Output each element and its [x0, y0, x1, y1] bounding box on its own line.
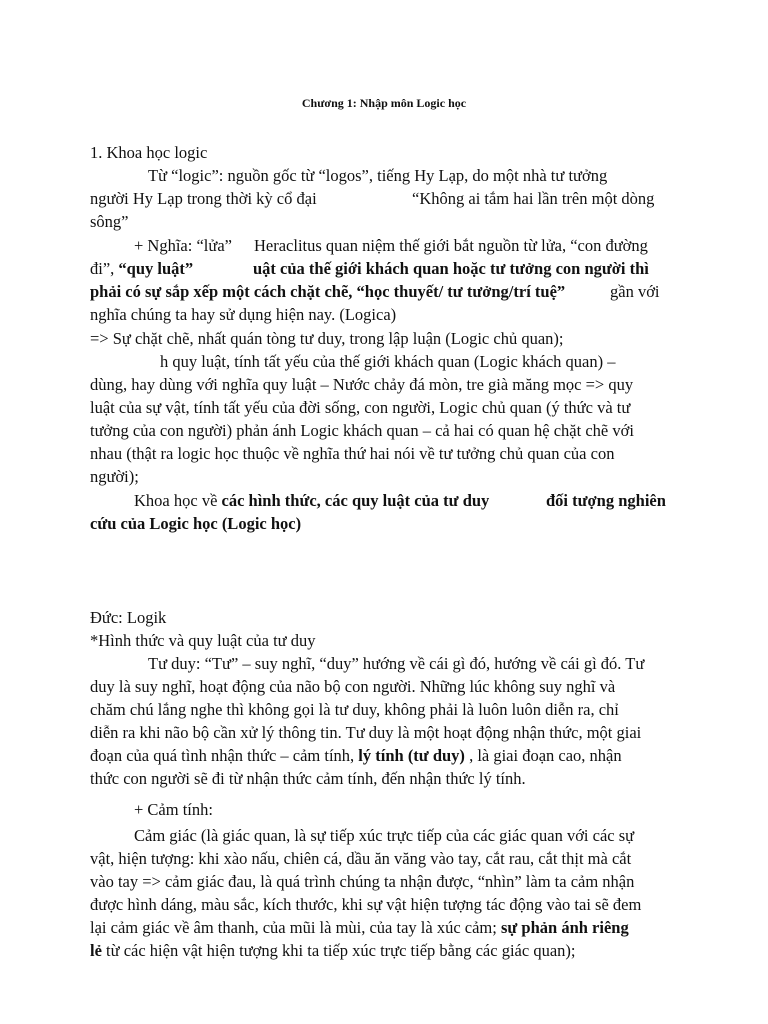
bold-text-run: lý tính (tư duy): [358, 746, 465, 765]
bold-text-run: phải có sự sắp xếp một cách chặt chẽ, “học thuyết/ tư tưởng/trí tuệ”: [90, 282, 566, 301]
paragraph-line: [90, 744, 622, 768]
paragraph-line: + Cảm tính:: [134, 800, 213, 819]
paragraph-line: chăm chú lắng nghe thì không gọi là tư duy, không phải là luôn luôn diễn ra, chỉ: [90, 700, 619, 719]
chapter-title: Chương 1: Nhập môn Logic học: [301, 96, 467, 110]
bold-text-run: đối tượng nghiên: [546, 491, 666, 510]
text-run: đi”,: [90, 259, 119, 278]
text-run: từ các hiện vật hiện tượng khi ta tiếp xúc trực tiếp bằng các giác quan);: [101, 941, 576, 960]
paragraph-line: sông”: [90, 212, 129, 231]
paragraph-line: Đức: Logik: [90, 608, 167, 627]
paragraph-line: người Hy Lạp trong thời kỳ cổ đại: [90, 189, 317, 208]
paragraph-line: được hình dáng, màu sắc, kích thước, khi sự vật hiện tượng tác động vào tai sẽ đem: [90, 895, 642, 914]
bold-text-run: lẻ: [90, 941, 102, 960]
paragraph-line: vật, hiện tượng: khi xào nấu, chiên cá, dầu ăn văng vào tay, cắt rau, cắt thịt mà cắt: [90, 849, 632, 868]
bold-text-run: các hình thức, các quy luật của tư duy: [221, 491, 490, 510]
paragraph-line: Từ “logic”: nguồn gốc từ “logos”, tiếng Hy Lạp, do một nhà tư tưởng: [148, 166, 608, 185]
paragraph-line: dùng, hay dùng với nghĩa quy luật – Nước chảy đá mòn, tre già măng mọc => quy: [90, 375, 634, 394]
paragraph-line: nhau (thật ra logic học thuộc về nghĩa thứ hai nói về tư tưởng chủ quan của con: [90, 444, 615, 463]
paragraph-line: + Nghĩa: “lửa”: [134, 236, 232, 255]
bold-text-run: cứu của Logic học (Logic học): [90, 514, 302, 533]
bold-text-run: sự phản ánh riêng: [500, 918, 629, 937]
paragraph-line: => Sự chặt chẽ, nhất quán tòng tư duy, trong lập luận (Logic chủ quan);: [90, 329, 564, 348]
paragraph-line: [134, 489, 489, 513]
paragraph-line: “Không ai tắm hai lần trên một dòng: [412, 189, 655, 208]
bold-text-run: uật của thế giới khách quan hoặc tư tưởng con người thì: [253, 259, 649, 278]
paragraph-line: thức con người sẽ đi từ nhận thức cảm tính, đến nhận thức lý tính.: [90, 769, 526, 788]
paragraph-line: [90, 916, 629, 940]
paragraph-line: diễn ra khi não bộ cần xử lý thông tin. Tư duy là một hoạt động nhận thức, một giai: [90, 723, 642, 742]
paragraph-line: Heraclitus quan niệm thế giới bắt nguồn từ lửa, “con đường: [254, 236, 648, 255]
paragraph-line: nghĩa chúng ta hay sử dụng hiện nay. (Logica): [90, 305, 397, 324]
section-heading: 1. Khoa học logic: [90, 143, 208, 162]
paragraph-line: Tư duy: “Tư” – suy nghĩ, “duy” hướng về cái gì đó, hướng về cái gì đó. Tư: [148, 654, 645, 673]
paragraph-line: gần với: [610, 282, 660, 301]
bold-text-run: “quy luật”: [118, 259, 194, 278]
paragraph-line: luật của sự vật, tính tất yếu của đời sống, con người, Logic chủ quan (ý thức và tư: [90, 398, 631, 417]
paragraph-line: vào tay => cảm giác đau, là quá trình chúng ta nhận được, “nhìn” làm ta cảm nhận: [90, 872, 635, 891]
text-run: Khoa học về: [134, 491, 222, 510]
text-run: , là giai đoạn cao, nhận: [464, 746, 622, 765]
section-heading: *Hình thức và quy luật của tư duy: [90, 631, 316, 650]
paragraph-line: [90, 257, 193, 281]
text-run: đoạn của quá tình nhận thức – cảm tính,: [90, 746, 359, 765]
paragraph-line: [90, 939, 575, 963]
text-run: lại cảm giác về âm thanh, của mũi là mùi, của tay là xúc cảm;: [90, 918, 501, 937]
paragraph-line: duy là suy nghĩ, hoạt động của não bộ con người. Những lúc không suy nghĩ và: [90, 677, 616, 696]
paragraph-line: người);: [90, 467, 139, 486]
paragraph-line: h quy luật, tính tất yếu của thế giới khách quan (Logic khách quan) –: [160, 352, 616, 371]
paragraph-line: Cảm giác (là giác quan, là sự tiếp xúc trực tiếp của các giác quan với các sự: [134, 826, 635, 845]
paragraph-line: tưởng của con người) phản ánh Logic khách quan – cả hai có quan hệ chặt chẽ với: [90, 421, 634, 440]
